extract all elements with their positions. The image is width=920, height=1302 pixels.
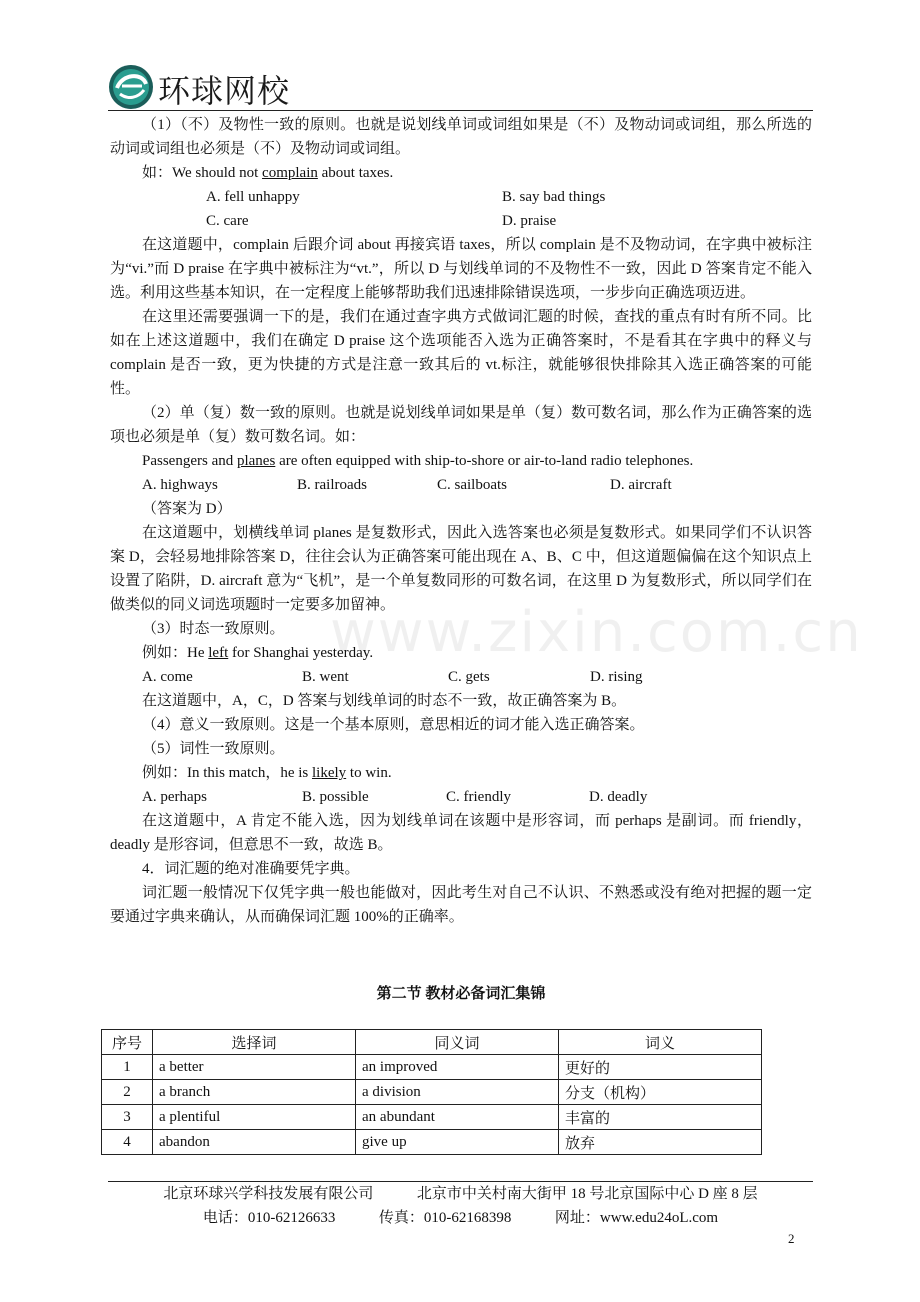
option-d: D. praise — [502, 213, 557, 229]
option-a: A. perhaps — [142, 789, 207, 805]
footer-line-1 — [108, 1182, 813, 1206]
example-3-options — [110, 665, 812, 689]
heading-4: 4．词汇题的绝对准确要凭字典。 — [142, 861, 360, 877]
section-title: 第二节 教材必备词汇集锦 — [376, 986, 546, 1002]
example-2-options — [110, 473, 812, 497]
paragraph-6: 词汇题一般情况下仅凭字典一般也能做对，因此考生对自己不认识、不熟悉或没有绝对把握的题一定要通过字典来确认，从而确保词汇题 100%的正确率。 — [110, 885, 812, 925]
paragraph-4: 在这道题中，A，C，D 答案与划线单词的时态不一致，故正确答案为 B。 — [142, 693, 627, 709]
option-c: C. friendly — [446, 789, 511, 805]
rule-4: （4）意义一致原则。这是一个基本原则，意思相近的词才能入选正确答案。 — [142, 717, 645, 733]
rule-5: （5）词性一致原则。 — [142, 741, 285, 757]
option-a: A. highways — [142, 477, 218, 493]
watermark: www.zixin.com.cn — [330, 600, 863, 665]
table-header-row — [102, 1030, 762, 1055]
example-1-options-row2 — [110, 209, 812, 233]
table-row: 2 a branch a division 分支（机构） — [102, 1080, 762, 1105]
rule-2: （2）单（复）数一致的原则。也就是说划线单词如果是单（复）数可数名词，那么作为正确答案的选项也必须是单（复）数可数名词。如： — [110, 405, 812, 445]
footer-line-2 — [108, 1206, 813, 1230]
underlined-word: complain — [262, 165, 318, 181]
paragraph-5: 在这道题中，A 肯定不能入选，因为划线单词在该题中是形容词，而 perhaps 是副词。而 friendly，deadly 是形容词，但意思不一致，故选 B。 — [110, 813, 812, 853]
example-1-options-row1 — [110, 185, 812, 209]
example-2-answer: （答案为 D） — [142, 501, 232, 517]
paragraph-1: 在这道题中，complain 后跟介词 about 再接宾语 taxes，所以 complain 是不及物动词，在字典中被标注为“vi.”而 D praise 在字典中被标注为“vt.”，所以 D 与划线单词的不及物性不一致，因此 D 答案肯定不能入选。利用这些基本知识，在一定程度上能够帮助我们迅速排除错误选项，一步步向正确选项迈进。 — [110, 237, 812, 301]
logo-globe-icon — [108, 64, 154, 110]
logo-text: 环球网校 — [158, 72, 291, 110]
example-2: Passengers and planes are often equipped with ship-to-shore or air-to-land radio telephones. — [142, 453, 694, 469]
option-b: B. possible — [302, 789, 369, 805]
page-footer — [108, 1182, 813, 1230]
underlined-word: left — [208, 645, 229, 661]
option-d: D. rising — [590, 669, 643, 685]
example-5: 例如：In this match，he is likely to win. — [142, 765, 392, 781]
option-a: A. come — [142, 669, 193, 685]
header-meaning: 词义 — [559, 1030, 762, 1055]
page-header — [108, 62, 813, 112]
header-rule — [108, 110, 813, 111]
table-row: 3 a plentiful an abundant 丰富的 — [102, 1105, 762, 1130]
option-a: A. fell unhappy — [206, 189, 300, 205]
option-c: C. sailboats — [437, 477, 507, 493]
underlined-word: likely — [311, 765, 347, 781]
document-body — [110, 113, 812, 929]
footer-fax: 传真：010-62168398 — [378, 1210, 512, 1226]
option-b: B. say bad things — [502, 189, 606, 205]
paragraph-2: 在这里还需要强调一下的是，我们在通过查字典方式做词汇题的时候，查找的重点有时有所不同。比如在上述这道题中，我们在确定 D praise 这个选项能否入选为正确答案时，不是看其在字典中的释义与 complain 是否一致，更为快捷的方式是注意一致其后的 vt.标注，就能够很快排除其入选正确答案的可能性。 — [110, 309, 812, 397]
option-d: D. aircraft — [610, 477, 672, 493]
example-1: 如：We should not complain about taxes. — [142, 165, 394, 181]
option-c: C. gets — [448, 669, 490, 685]
option-d: D. deadly — [589, 789, 648, 805]
rule-3: （3）时态一致原则。 — [142, 621, 285, 637]
option-b: B. went — [302, 669, 349, 685]
footer-phone: 电话：010-62126633 — [202, 1210, 336, 1226]
footer-address: 北京市中关村南大街甲 18 号北京国际中心 D 座 8 层 — [416, 1186, 758, 1202]
table-row: 1 a better an improved 更好的 — [102, 1055, 762, 1080]
table-row: 4 abandon give up 放弃 — [102, 1130, 762, 1155]
footer-website: 网址：www.edu24oL.com — [554, 1210, 719, 1226]
underlined-word: planes — [236, 453, 276, 469]
option-b: B. railroads — [297, 477, 367, 493]
header-choice-word: 选择词 — [153, 1030, 356, 1055]
footer-company: 北京环球兴学科技发展有限公司 — [163, 1186, 374, 1202]
page-number: 2 — [788, 1231, 795, 1246]
header-synonym: 同义词 — [356, 1030, 559, 1055]
example-5-options — [110, 785, 812, 809]
vocabulary-table — [101, 1029, 762, 1155]
option-c: C. care — [206, 213, 249, 229]
example-3: 例如：He left for Shanghai yesterday. — [142, 645, 374, 661]
header-index: 序号 — [102, 1030, 153, 1055]
paragraph-3: 在这道题中，划横线单词 planes 是复数形式，因此入选答案也必须是复数形式。如果同学们不认识答案 D，会轻易地排除答案 D，往往会认为正确答案可能出现在 A、B、C 中，但这道题偏偏在这个知识点上设置了陷阱，D. aircraft 意为“飞机”，是一个单复数同形的可数名词，在这里 D 为复数形式，所以同学们在做类似的同义词选项题时一定要多加留神。 — [110, 525, 812, 613]
rule-1: （1）（不）及物性一致的原则。也就是说划线单词或词组如果是（不）及物动词或词组，那么所选的动词或词组也必须是（不）及物动词或词组。 — [110, 117, 812, 157]
